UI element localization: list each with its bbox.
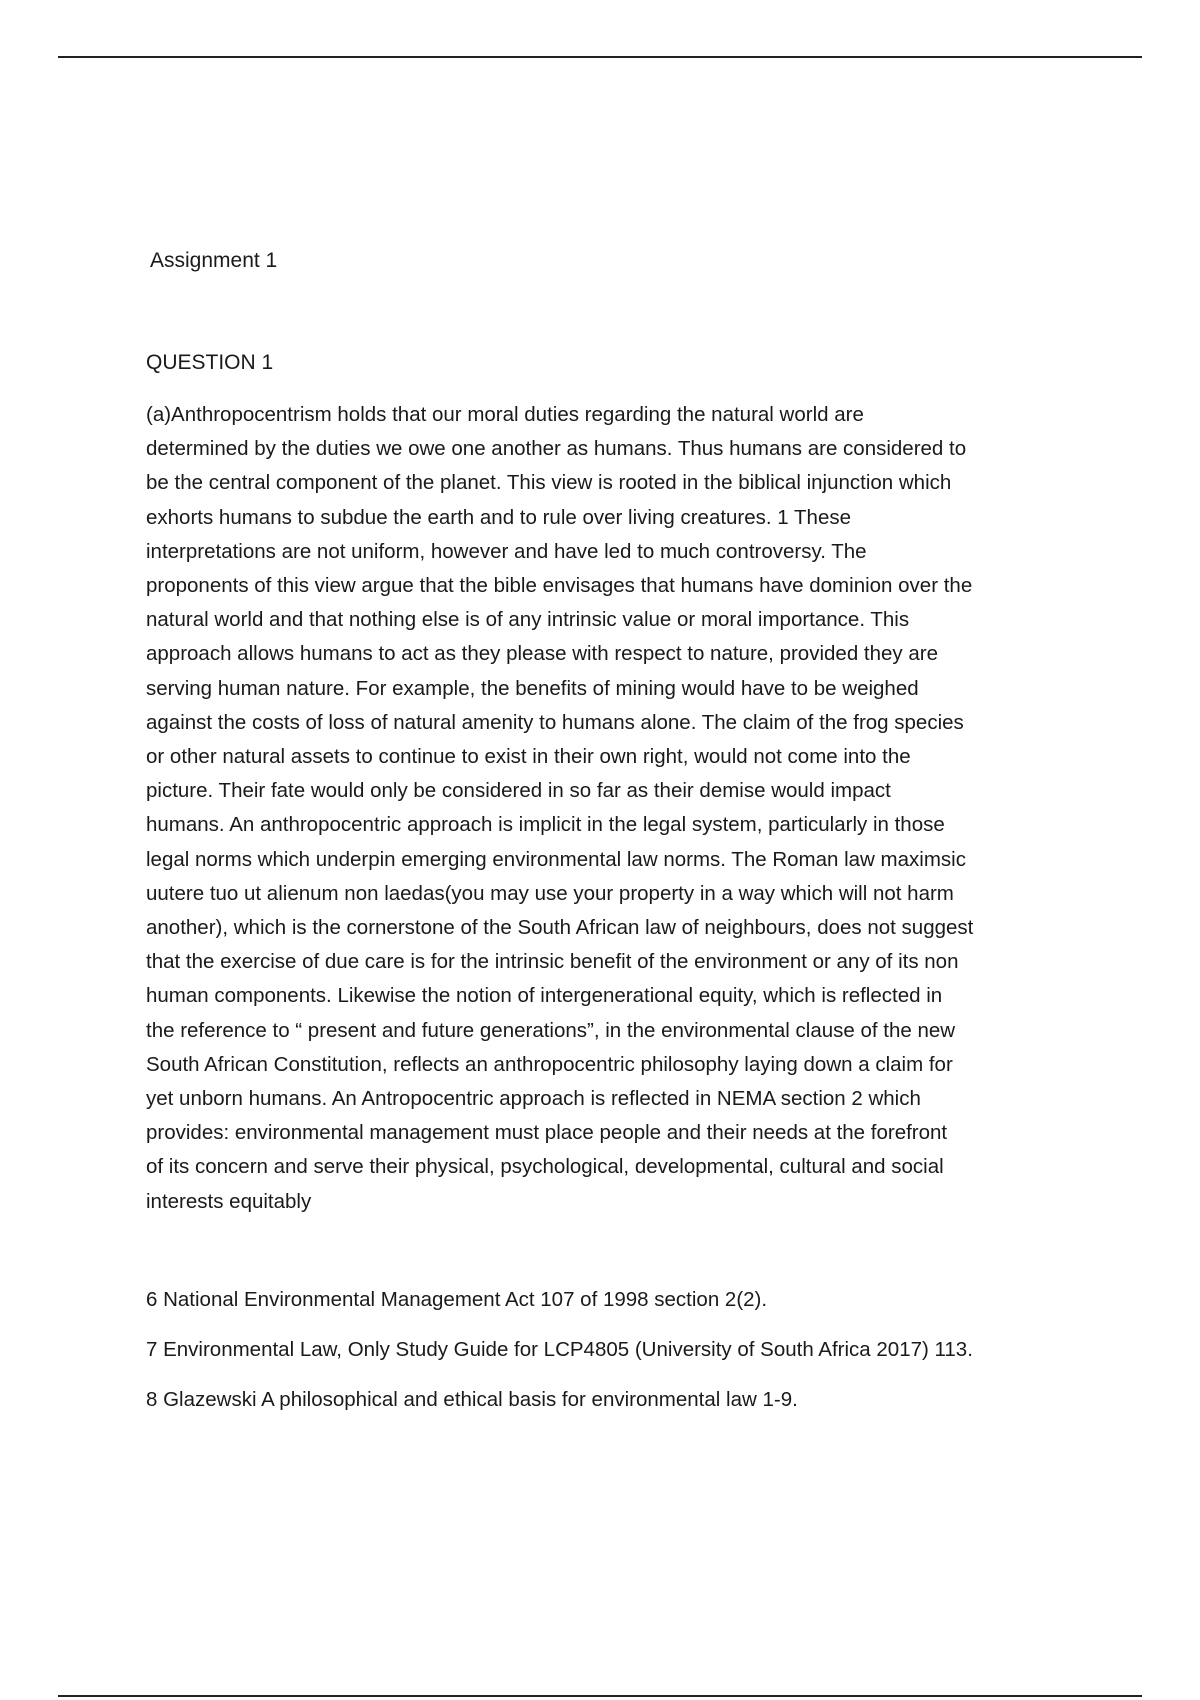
paragraph-line: against the costs of loss of natural amenity to humans alone. The claim of the frog species: [146, 710, 964, 734]
paragraph-line: South African Constitution, reflects an anthropocentric philosophy laying down a claim for: [146, 1052, 953, 1076]
bottom-divider: [58, 1695, 1142, 1697]
paragraph-line: approach allows humans to act as they please with respect to nature, provided they are: [146, 642, 938, 666]
footnotes: [146, 1286, 1146, 1436]
assignment-title: Assignment 1: [150, 249, 278, 272]
paragraph-line: proponents of this view argue that the bible envisages that humans have dominion over the: [146, 574, 973, 598]
paragraph-line: or other natural assets to continue to exist in their own right, would not come into the: [146, 745, 911, 769]
question-heading: QUESTION 1: [146, 351, 274, 374]
paragraph-line: interpretations are not uniform, however and have led to much controversy. The: [146, 539, 867, 563]
paragraph-line: uutere tuo ut alienum non laedas(you may use your property in a way which will not harm: [146, 881, 954, 905]
paragraph-line: that the exercise of due care is for the intrinsic benefit of the environment or any of its non: [146, 950, 959, 974]
footnote-8: 8 Glazewski A philosophical and ethical basis for environmental law 1-9.: [146, 1388, 798, 1411]
paragraph-line: human components. Likewise the notion of intergenerational equity, which is reflected in: [146, 984, 943, 1008]
answer-paragraph: [146, 398, 1146, 1219]
top-divider: [58, 56, 1142, 58]
paragraph-line: be the central component of the planet. This view is rooted in the biblical injunction which: [146, 471, 952, 495]
footnote-7: 7 Environmental Law, Only Study Guide for LCP4805 (University of South Africa 2017) 113.: [146, 1338, 973, 1361]
paragraph-line: legal norms which underpin emerging environmental law norms. The Roman law maximsic: [146, 847, 966, 871]
paragraph-line: another), which is the cornerstone of the South African law of neighbours, does not suggest: [146, 916, 974, 940]
paragraph-line: humans. An anthropocentric approach is implicit in the legal system, particularly in those: [146, 813, 945, 837]
paragraph-line: of its concern and serve their physical, psychological, developmental, cultural and social: [146, 1155, 944, 1179]
paragraph-line: provides: environmental management must place people and their needs at the forefront: [146, 1121, 948, 1145]
paragraph-line: determined by the duties we owe one another as humans. Thus humans are considered to: [146, 437, 967, 461]
paragraph-line: natural world and that nothing else is of any intrinsic value or moral importance. This: [146, 608, 910, 632]
paragraph-line: interests equitably: [146, 1189, 312, 1213]
paragraph-line: exhorts humans to subdue the earth and to rule over living creatures. 1 These: [146, 505, 852, 529]
paragraph-line: serving human nature. For example, the benefits of mining would have to be weighed: [146, 676, 919, 700]
paragraph-line: picture. Their fate would only be considered in so far as their demise would impact: [146, 779, 891, 803]
paragraph-line: yet unborn humans. An Antropocentric approach is reflected in NEMA section 2 which: [146, 1087, 921, 1111]
footnote-6: 6 National Environmental Management Act 107 of 1998 section 2(2).: [146, 1288, 768, 1311]
paragraph-line: the reference to “ present and future generations”, in the environmental clause of the new: [146, 1018, 956, 1042]
paragraph-line: (a)Anthropocentrism holds that our moral duties regarding the natural world are: [146, 403, 864, 426]
